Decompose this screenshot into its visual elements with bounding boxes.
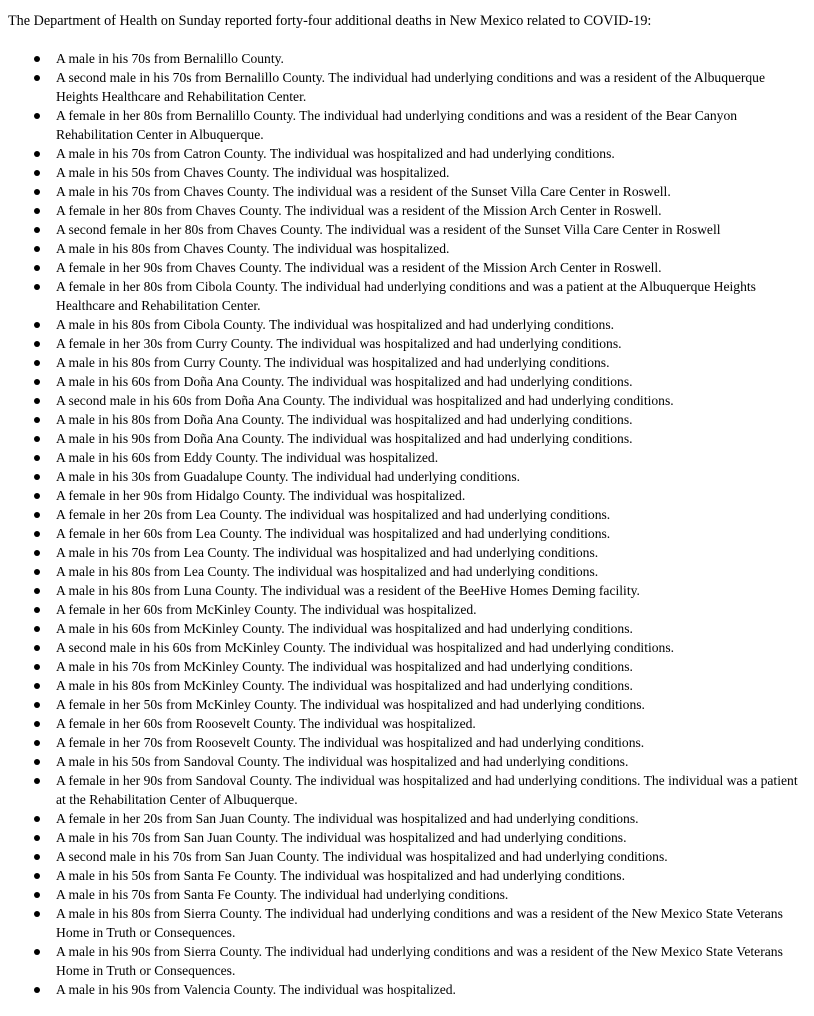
list-item-text: A second male in his 60s from Doña Ana County. The individual was hospitalized and had underlying conditions. — [56, 393, 674, 408]
bullet-icon — [34, 151, 40, 157]
list-item — [8, 353, 806, 372]
bullet-icon — [34, 702, 40, 708]
bullet-icon — [34, 569, 40, 575]
list-item — [8, 277, 806, 315]
list-item — [8, 809, 806, 828]
list-item-text: A male in his 90s from Valencia County. The individual was hospitalized. — [56, 982, 456, 997]
list-item — [8, 847, 806, 866]
list-item — [8, 258, 806, 277]
list-item — [8, 467, 806, 486]
bullet-icon — [34, 588, 40, 594]
list-item — [8, 600, 806, 619]
list-item-text: A male in his 80s from Lea County. The individual was hospitalized and had underlying conditions. — [56, 564, 599, 579]
list-item — [8, 885, 806, 904]
list-item — [8, 144, 806, 163]
bullet-icon — [34, 75, 40, 81]
list-item-text: A female in her 50s from McKinley County. The individual was hospitalized and had underlying conditions. — [56, 697, 645, 712]
bullet-icon — [34, 436, 40, 442]
list-item-text: A second male in his 70s from Bernalillo County. The individual had underlying conditions and was a resident of the Albuquerque Heights Healthcare and Rehabilitation Center. — [56, 70, 766, 104]
list-item — [8, 429, 806, 448]
list-item-text: A female in her 90s from Chaves County. The individual was a resident of the Mission Arch Center in Roswell. — [56, 260, 662, 275]
bullet-icon — [34, 189, 40, 195]
list-item — [8, 106, 806, 144]
list-item-text: A male in his 80s from Luna County. The individual was a resident of the BeeHive Homes Deming facility. — [56, 583, 640, 598]
bullet-icon — [34, 493, 40, 499]
bullet-icon — [34, 949, 40, 955]
list-item-text: A male in his 90s from Doña Ana County. The individual was hospitalized and had underlying conditions. — [56, 431, 633, 446]
bullet-icon — [34, 265, 40, 271]
list-item — [8, 220, 806, 239]
list-item-text: A male in his 60s from McKinley County. The individual was hospitalized and had underlying conditions. — [56, 621, 633, 636]
list-item-text: A female in her 90s from Hidalgo County. The individual was hospitalized. — [56, 488, 466, 503]
bullet-icon — [34, 721, 40, 727]
bullet-icon — [34, 550, 40, 556]
list-item — [8, 904, 806, 942]
list-item — [8, 163, 806, 182]
list-item-text: A second female in her 80s from Chaves County. The individual was a resident of the Sunset Villa Care Center in Roswell — [56, 222, 721, 237]
bullet-icon — [34, 911, 40, 917]
list-item-text: A male in his 80s from Chaves County. The individual was hospitalized. — [56, 241, 450, 256]
bullet-icon — [34, 341, 40, 347]
list-item-text: A male in his 70s from Catron County. The individual was hospitalized and had underlying conditions. — [56, 146, 615, 161]
bullet-icon — [34, 398, 40, 404]
list-item — [8, 49, 806, 68]
list-item — [8, 315, 806, 334]
list-item-text: A male in his 70s from McKinley County. The individual was hospitalized and had underlying conditions. — [56, 659, 633, 674]
list-item-text: A male in his 50s from Sandoval County. The individual was hospitalized and had underlying conditions. — [56, 754, 629, 769]
list-item-text: A male in his 80s from Doña Ana County. The individual was hospitalized and had underlying conditions. — [56, 412, 633, 427]
list-item-text: A male in his 80s from Curry County. The individual was hospitalized and had underlying conditions. — [56, 355, 610, 370]
list-item-text: A second male in his 70s from San Juan County. The individual was hospitalized and had underlying conditions. — [56, 849, 668, 864]
bullet-icon — [34, 322, 40, 328]
list-item-text: A male in his 70s from Chaves County. The individual was a resident of the Sunset Villa Care Center in Roswell. — [56, 184, 671, 199]
bullet-icon — [34, 987, 40, 993]
bullet-icon — [34, 892, 40, 898]
list-item — [8, 771, 806, 809]
list-item-text: A male in his 70s from Bernalillo County. — [56, 51, 284, 66]
list-item — [8, 505, 806, 524]
list-item-text: A female in her 90s from Sandoval County. The individual was hospitalized and had underlying conditions. The individual was a patient at the Rehabilitation Center of Albuquerque. — [56, 773, 798, 807]
list-item — [8, 182, 806, 201]
bullet-icon — [34, 379, 40, 385]
list-item-text: A male in his 70s from San Juan County. The individual was hospitalized and had underlying conditions. — [56, 830, 627, 845]
list-item — [8, 752, 806, 771]
list-item — [8, 581, 806, 600]
list-item — [8, 619, 806, 638]
list-item — [8, 676, 806, 695]
bullet-icon — [34, 759, 40, 765]
list-item — [8, 695, 806, 714]
list-item — [8, 714, 806, 733]
list-item-text: A female in her 30s from Curry County. The individual was hospitalized and had underlying conditions. — [56, 336, 622, 351]
list-item-text: A male in his 50s from Chaves County. The individual was hospitalized. — [56, 165, 450, 180]
bullet-icon — [34, 474, 40, 480]
bullet-icon — [34, 835, 40, 841]
bullet-icon — [34, 455, 40, 461]
list-item-text: A male in his 30s from Guadalupe County. The individual had underlying conditions. — [56, 469, 521, 484]
list-item — [8, 638, 806, 657]
death-list — [8, 49, 806, 999]
bullet-icon — [34, 740, 40, 746]
bullet-icon — [34, 246, 40, 252]
list-item-text: A female in her 60s from Roosevelt County. The individual was hospitalized. — [56, 716, 476, 731]
list-item-text: A second male in his 60s from McKinley County. The individual was hospitalized and had underlying conditions. — [56, 640, 675, 655]
list-item-text: A female in her 60s from Lea County. The individual was hospitalized and had underlying conditions. — [56, 526, 611, 541]
list-item-text: A female in her 20s from Lea County. The individual was hospitalized and had underlying conditions. — [56, 507, 611, 522]
list-item — [8, 942, 806, 980]
list-item-text: A male in his 80s from Cibola County. The individual was hospitalized and had underlying conditions. — [56, 317, 615, 332]
list-item-text: A male in his 80s from Sierra County. The individual had underlying conditions and was a resident of the New Mexico State Veterans Home in Truth or Consequences. — [56, 906, 783, 940]
list-item — [8, 68, 806, 106]
bullet-icon — [34, 816, 40, 822]
bullet-icon — [34, 512, 40, 518]
list-item — [8, 239, 806, 258]
list-item-text: A male in his 60s from Eddy County. The individual was hospitalized. — [56, 450, 439, 465]
list-item-text: A male in his 70s from Lea County. The individual was hospitalized and had underlying conditions. — [56, 545, 599, 560]
bullet-icon — [34, 56, 40, 62]
bullet-icon — [34, 645, 40, 651]
list-item — [8, 828, 806, 847]
list-item — [8, 733, 806, 752]
bullet-icon — [34, 626, 40, 632]
intro-paragraph: The Department of Health on Sunday reported forty-four additional deaths in New Mexico related to COVID-19: — [8, 13, 652, 29]
bullet-icon — [34, 360, 40, 366]
list-item — [8, 866, 806, 885]
bullet-icon — [34, 854, 40, 860]
list-item — [8, 657, 806, 676]
list-item — [8, 524, 806, 543]
bullet-icon — [34, 664, 40, 670]
bullet-icon — [34, 873, 40, 879]
list-item-text: A female in her 80s from Chaves County. The individual was a resident of the Mission Arch Center in Roswell. — [56, 203, 662, 218]
list-item-text: A female in her 20s from San Juan County. The individual was hospitalized and had underlying conditions. — [56, 811, 639, 826]
bullet-icon — [34, 170, 40, 176]
list-item-text: A female in her 60s from McKinley County. The individual was hospitalized. — [56, 602, 477, 617]
bullet-icon — [34, 531, 40, 537]
list-item — [8, 980, 806, 999]
list-item-text: A male in his 70s from Santa Fe County. The individual had underlying conditions. — [56, 887, 509, 902]
list-item — [8, 543, 806, 562]
bullet-icon — [34, 683, 40, 689]
list-item-text: A female in her 70s from Roosevelt County. The individual was hospitalized and had underlying conditions. — [56, 735, 645, 750]
bullet-icon — [34, 208, 40, 214]
list-item — [8, 562, 806, 581]
list-item-text: A male in his 60s from Doña Ana County. The individual was hospitalized and had underlying conditions. — [56, 374, 633, 389]
list-item-text: A male in his 50s from Santa Fe County. The individual was hospitalized and had underlying conditions. — [56, 868, 625, 883]
list-item — [8, 372, 806, 391]
list-item — [8, 201, 806, 220]
list-item-text: A male in his 90s from Sierra County. The individual had underlying conditions and was a resident of the New Mexico State Veterans Home in Truth or Consequences. — [56, 944, 783, 978]
list-item-text: A female in her 80s from Cibola County. The individual had underlying conditions and was a patient at the Albuquerque Heights Healthcare and Rehabilitation Center. — [56, 279, 756, 313]
bullet-icon — [34, 227, 40, 233]
list-item-text: A male in his 80s from McKinley County. The individual was hospitalized and had underlying conditions. — [56, 678, 633, 693]
bullet-icon — [34, 607, 40, 613]
bullet-icon — [34, 778, 40, 784]
list-item — [8, 334, 806, 353]
list-item — [8, 486, 806, 505]
list-item-text: A female in her 80s from Bernalillo County. The individual had underlying conditions and was a resident of the Bear Canyon Rehabilitation Center in Albuquerque. — [56, 108, 738, 142]
bullet-icon — [34, 417, 40, 423]
bullet-icon — [34, 284, 40, 290]
list-item — [8, 391, 806, 410]
list-item — [8, 410, 806, 429]
bullet-icon — [34, 113, 40, 119]
list-item — [8, 448, 806, 467]
